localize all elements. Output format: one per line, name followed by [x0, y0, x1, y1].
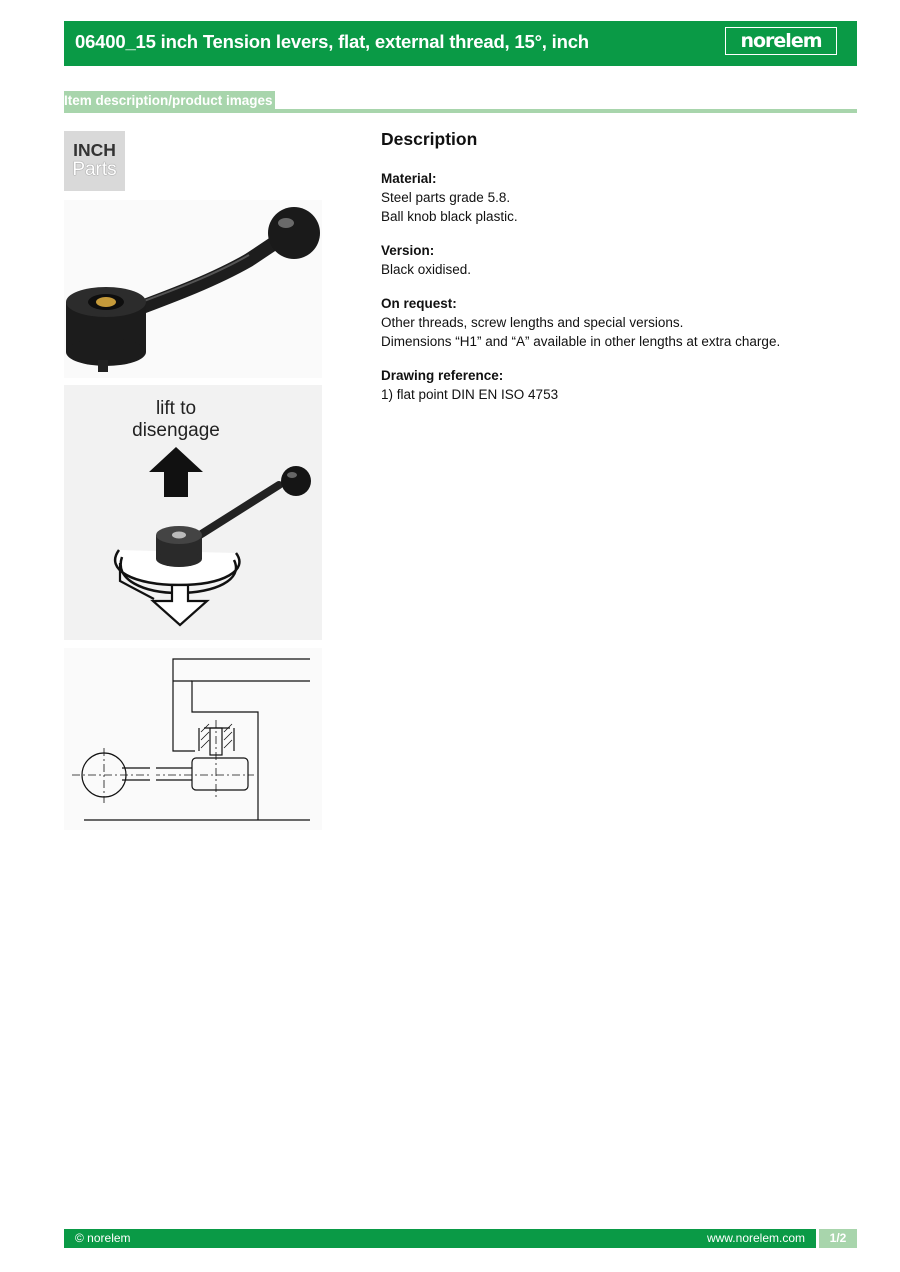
drawing-reference-block	[381, 366, 851, 404]
usage-illustration	[64, 385, 322, 640]
footer-bar	[64, 1229, 857, 1248]
page-number: 1/2	[816, 1229, 857, 1248]
usage-label-line1: lift to	[155, 398, 197, 419]
on-request-label: On request:	[381, 296, 457, 311]
badge-line1: INCH	[73, 140, 116, 160]
norelem-logo[interactable]	[725, 27, 837, 55]
header-bar	[64, 21, 857, 66]
description-section	[381, 128, 851, 419]
section-divider	[64, 109, 857, 113]
material-line-2: Ball knob black plastic.	[381, 209, 518, 224]
drawing-reference-line-1: 1) flat point DIN EN ISO 4753	[381, 387, 559, 402]
on-request-line-2: Dimensions “H1” and “A” available in other lengths at extra charge.	[381, 334, 781, 349]
on-request-block	[381, 294, 851, 351]
material-line-1: Steel parts grade 5.8.	[381, 190, 511, 205]
material-label: Material:	[381, 171, 437, 186]
logo-text: norelem	[740, 30, 822, 52]
on-request-line-1: Other threads, screw lengths and special versions.	[381, 315, 684, 330]
product-photo	[64, 200, 322, 378]
version-label: Version:	[381, 243, 435, 258]
version-block	[381, 241, 851, 279]
material-block	[381, 169, 851, 226]
drawing-reference-label: Drawing reference:	[381, 368, 504, 383]
usage-label-line2: disengage	[132, 420, 220, 441]
footer-copyright: © norelem	[75, 1231, 131, 1245]
technical-drawing	[64, 648, 322, 830]
badge-line2: Parts	[72, 159, 117, 180]
version-line-1: Black oxidised.	[381, 262, 472, 277]
footer-website-link[interactable]: www.norelem.com	[706, 1231, 805, 1245]
description-heading: Description	[381, 129, 478, 149]
inch-parts-badge	[64, 131, 125, 191]
page-title: 06400_15 inch Tension levers, flat, external thread, 15°, inch	[75, 31, 589, 52]
section-title: Item description/product images	[64, 93, 273, 108]
